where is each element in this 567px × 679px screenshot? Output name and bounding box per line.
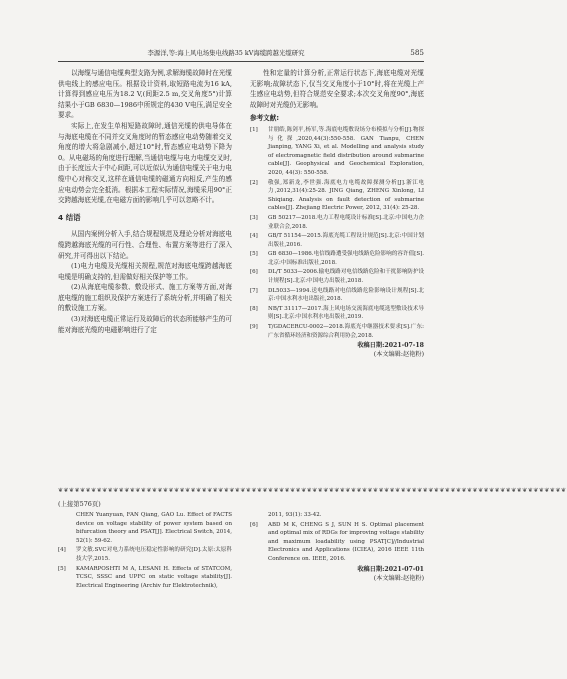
running-title: 李源洋,等:海上风电场集电线路35 kV海缆跨越光缆研究 <box>147 49 305 57</box>
left-column <box>58 68 232 335</box>
header-rule <box>58 61 424 62</box>
reference-item: [4] GB/T 51154—2015.海底光缆工程设计规范[S].北京:中国计划出版社,2016. <box>250 233 424 248</box>
reference-item: [8] NB/T 31117—2017.海上风电场交流海底电缆选型敷设技术导则[S].北京:中国水利水电出版社,2019. <box>250 305 424 321</box>
reference-item: [5] KAMARPOSHTI M A, LESANI H. Effects of STATCOM, TCSC, SSSC and UPFC on static voltage stability[J]. Electrical Engineering (Archiv fur Elektrotechnik), <box>58 565 232 589</box>
reference-item: [6] ABD M K, CHENG S J, SUN H S. Optimal placement and optimal mix of RDGs for improving voltage stability and maximum loadability using PSAT[C]//Industrial Electronics and Applications (ICIEA), 2016 IEEE 11th Conference on. IEEE, 2016. <box>250 521 424 562</box>
bottom-right-column <box>250 511 424 583</box>
received-date: 收稿日期:2021-07-18 <box>357 342 424 350</box>
editor-note: (本文编辑:赵艳粉) <box>373 351 424 359</box>
paragraph: (3)对海底电缆正常运行及故障后的状态所能够产生的可能对海底光缆的电磁影响进行了定 <box>58 315 232 334</box>
paragraph: 从国内案例分析入手,结合规程规范及理论分析对海底电缆跨越海底光缆的可行性、合理性、布置方案等进行了深入研究,并可得出以下结论。 <box>58 230 232 260</box>
reference-list <box>250 126 424 340</box>
continued-note: (上接第576页) <box>58 500 101 508</box>
reference-item: [3] GB 50217—2018.电力工程电缆设计标准[S].北京:中国电力企业联合会,2018. <box>250 214 424 230</box>
running-header <box>58 46 424 60</box>
reference-item: [5] GB 6830—1986.电信线路遭受强电线路危险影响的容许值[S].北京:中国标准出版社,2018. <box>250 251 424 266</box>
paragraph: 实际上,在发生单相短路故障时,通信光缆的供电导体在与海底电缆在不同并交叉角度时的暂态感应电动势随着交叉角度的增大将急剧减小,超过10°时,暂态感应电动势下降为0。从电磁场的角度进行理解,当通信电缆与电力电缆交叉时,由于长度远大于中心间距,可以近似认为通信电缆关于电力电缆中心对称交叉,这样在通信电缆的磁通方向相反,产生的感应电动势会完全抵消。根据本工程实际情况,海缆采用90°正交跨越海底光缆,在电磁方面的影响几乎可以忽略不计。 <box>58 121 232 205</box>
section-title: 4 结语 <box>58 212 81 222</box>
reference-item: [7] DL5033—1994.送电线路对电信线路危险影响设计规程[S].北京:中国水利水电出版社,2018. <box>250 287 424 303</box>
paragraph: (2)从海底电缆参数、敷设形式、施工方案等方面,对海底电缆的施工组织及保护方案进行了系统分析,并明确了相关的敷设施工方案。 <box>58 283 232 313</box>
reference-item: [9] T/GDACERCU-0002—2018.海底光中继器技术要求[S].广东:广东省循环经济和资源综合利用协会,2018. <box>250 324 424 339</box>
right-column <box>250 68 424 359</box>
reference-item: 2011, 93(1): 33-42. <box>268 512 322 518</box>
reference-item: CHEN Yuanyuan, FAN Qiang, GAO Lu. Effect of FACTS device on voltage stability of power system based on bifurcation theory and PSAT[J]. Electrical Switch, 2014, 52(1): 59-62. <box>76 512 232 544</box>
bottom-left-column <box>58 511 232 591</box>
reference-item: [6] DL/T 5033—2006.输电线路对电信线路危险和干扰影响防护设计规程[S].北京:中国电力出版社,2018. <box>250 269 424 285</box>
received-date: 收稿日期:2021-07-01 <box>357 565 424 573</box>
reference-item: [1] 甘朋皓,陈剑平,杨军,等.海底电缆敷设场分布模拟与分析[J].物探与化探,2020,44(3):550-558. GAN Tianpu, CHEN Jianping, YANG Xi, et al. Modelling and analysis study of electromagnetic field distribution around submarine cable[J]. Geophysical and Geochemical Exploration, 2020, 44(3): 550-558. <box>250 126 424 176</box>
reference-item: [2] 敬强,郑新龙,李世强.海底电力电缆故障探测分析[J].浙江电力,2012,31(4):25-28. JING Qiang, ZHENG Xinlong, LI Shiqiang. Analysis on fault detection of submarine cables[J]. Zhejiang Electric Power, 2012, 31(4): 25-28. <box>250 179 424 212</box>
paragraph: (1)电力电缆及光缆相关规程,规范对海底电缆跨越海底电缆是明确支持的,但需做好相关保护等工作。 <box>58 262 232 281</box>
editor-note: (本文编辑:赵艳粉) <box>373 574 424 582</box>
paragraph: 性和定量的计算分析,正常运行状态下,海底电缆对光缆无影响;故障状态下,仅当交叉角度小于10°时,将在光缆上产生感应电动势,但符合规范安全要求;本次交叉角度90°,海底故障时对光缆仍无影响。 <box>250 69 424 109</box>
page-number: 585 <box>410 48 424 57</box>
paragraph: 以海缆与通信电缆典型支路为例,求解海缆故障时在光缆供电线上的感应电压。根据设计资料,取短路电流为16 kA,计算得到感应电压为18.2 V,(间距2.5 m,交叉角度5°)计算结果小于GB 6830—1986中所规定的430 V电压,满足安全要求。 <box>58 69 232 120</box>
references-title: 参考文献: <box>250 114 280 123</box>
ornamental-divider: ❦❦❦❦❦❦❦❦❦❦❦❦❦❦❦❦❦❦❦❦❦❦❦❦❦❦❦❦❦❦❦❦❦❦❦❦❦❦❦❦❦❦❦❦❦❦❦❦❦❦❦❦❦❦❦❦❦❦❦❦❦❦❦❦❦❦❦❦❦❦❦❦❦❦❦❦❦❦❦❦❦❦❦❦❦❦❦❦❦❦❦❦ <box>58 487 567 494</box>
reference-item: [4] 罗文敏.SVC对电力系统电压稳定性影响的研究[D].太原:太原科技大学,2015. <box>58 547 232 562</box>
